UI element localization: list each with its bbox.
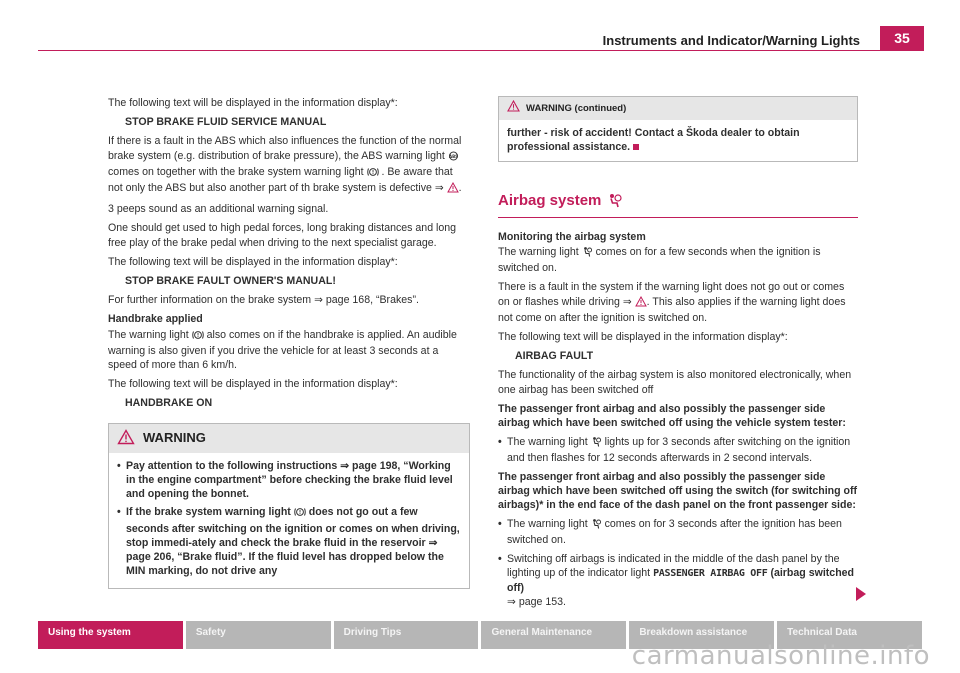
subheading: Monitoring the airbag system: [498, 230, 646, 243]
section-title-text: Airbag system: [498, 192, 602, 210]
text: The warning light: [507, 436, 588, 449]
text: [507, 517, 858, 547]
warning-triangle-icon: [447, 182, 459, 197]
list-item: [117, 459, 461, 502]
end-marker-icon: [633, 144, 639, 150]
left-column: [108, 96, 470, 589]
subheading: The passenger front airbag and also possibly the passenger side airbag which have been switched off using the vehicle system tester:: [498, 402, 846, 430]
paragraph: The following text will be displayed in the information display*:: [108, 97, 398, 109]
text: comes on for 3 seconds after the ignition has been switched on.: [507, 518, 842, 547]
brake-warning-icon: [192, 330, 204, 344]
warning-body: [109, 453, 469, 589]
subheading: The passenger front airbag and also possibly the passenger side airbag which have been switched off using the switch (for switching off airbags)* in the end face of the dash panel on the front passenger side:: [498, 470, 858, 512]
tab-driving-tips[interactable]: Driving Tips: [334, 621, 479, 649]
text: Pay attention to the following instructions ⇒ page 198, “Working in the engine compartment” before checking the brake fluid level and opening the bonnet.: [126, 459, 453, 501]
warning-triangle-icon: [507, 100, 520, 117]
text: lights up for 3 seconds after switching on the ignition and then flashes for 12 seconds afterwards in 2 second intervals.: [507, 436, 851, 465]
text: Switching off airbags is indicated in the middle of the dash panel by the lighting up of the indicator light: [507, 552, 840, 579]
airbag-warning-icon: [591, 436, 602, 451]
text: does not go out a few seconds after switching on the ignition or comes on when driving, stop immedi-ately and check the brake fluid in the reservoir ⇒ page 206, “Brake fluid”. If the fluid level has dropped below the MIN marking, do not drive any: [126, 506, 460, 578]
paragraph: The following text will be displayed in the information display*:: [108, 255, 398, 268]
brake-warning-icon: [294, 507, 306, 521]
list-item: [117, 505, 461, 578]
warning-header: [109, 424, 469, 453]
right-column: [498, 96, 858, 613]
page-header-title: Instruments and Indicator/Warning Lights: [602, 33, 860, 48]
paragraph: [108, 134, 470, 197]
display-message: STOP BRAKE FAULT OWNER'S MANUAL!: [125, 275, 336, 288]
text: If the brake system warning light: [126, 506, 291, 519]
text: comes on for a few seconds when the ignition is switched on.: [498, 246, 821, 275]
warning-triangle-icon: [117, 429, 135, 448]
display-message: HANDBRAKE ON: [125, 397, 213, 410]
tab-using-the-system[interactable]: Using the system: [38, 621, 183, 649]
warning-title: WARNING: [143, 430, 206, 446]
text: further - risk of accident! Contact a Škoda dealer to obtain professional assistance.: [507, 127, 800, 154]
header-divider: [38, 50, 924, 51]
paragraph: [498, 280, 858, 325]
paragraph: For further information on the brake system ⇒ page 168, “Brakes”.: [108, 294, 419, 307]
paragraph: [498, 245, 858, 275]
text: The warning light: [108, 328, 189, 341]
text: also comes on if the handbrake is applied. An audible warning is also given if you drive the vehicle for at least 3 seconds at a speed of more than 6 km/h.: [108, 328, 457, 372]
text: [126, 505, 461, 578]
page-reference: ⇒ page 153.: [507, 596, 566, 609]
text: .: [458, 182, 462, 195]
svg-text:!: !: [371, 169, 374, 176]
list-item: [498, 552, 858, 610]
airbag-warning-icon: [582, 246, 593, 261]
list-item: [498, 435, 858, 465]
display-message: STOP BRAKE FLUID SERVICE MANUAL: [125, 116, 327, 129]
warning-continued-header: [499, 97, 857, 120]
warning-continued-title: WARNING (continued): [526, 102, 627, 114]
section-title: [498, 192, 858, 218]
airbag-icon: [607, 192, 623, 211]
svg-text:!: !: [298, 510, 301, 517]
paragraph: The following text will be displayed in the information display*:: [498, 331, 788, 344]
text: [507, 435, 858, 465]
svg-text:ABS: ABS: [448, 153, 458, 159]
bullet-icon: •: [498, 518, 502, 531]
tab-breakdown-assistance[interactable]: Breakdown assistance: [629, 621, 774, 649]
warning-box: [108, 423, 470, 590]
bullet-icon: •: [117, 506, 121, 519]
warning-continued-box: [498, 96, 858, 162]
passenger-airbag-off-label: PASSENGER AIRBAG OFF: [653, 567, 768, 579]
text: . Be aware that not only the ABS but also another part of th brake system is defective ⇒: [108, 165, 453, 195]
warning-continued-body: [499, 120, 857, 160]
brake-warning-icon: [367, 167, 379, 181]
tab-general-maintenance[interactable]: General Maintenance: [481, 621, 626, 649]
text: There is a fault in the system if the warning light does not go out or comes on or flashes while driving ⇒: [498, 281, 845, 308]
subheading: Handbrake applied: [108, 313, 203, 326]
text: [507, 552, 858, 610]
tab-technical-data[interactable]: Technical Data: [777, 621, 922, 649]
airbag-warning-icon: [591, 518, 602, 533]
text: (airbag switched off): [507, 566, 855, 595]
paragraph: 3 peeps sound as an additional warning signal.: [108, 203, 329, 216]
paragraph: [108, 328, 470, 373]
bullet-icon: •: [117, 459, 121, 472]
text: If there is a fault in the ABS which also influences the function of the normal brake system (e.g. distribution of brake pressure), the ABS warning light: [108, 135, 462, 162]
warning-triangle-icon: [635, 296, 647, 311]
list-item: [498, 517, 858, 547]
page-number: 35: [880, 26, 924, 50]
abs-warning-icon: [448, 151, 459, 165]
text: The warning light: [498, 246, 579, 259]
watermark: carmanualsonline.info: [631, 641, 930, 671]
text: The warning light: [507, 518, 588, 531]
display-message: AIRBAG FAULT: [515, 350, 594, 363]
text: . This also applies if the warning light does not come on after the ignition is switched on.: [498, 295, 846, 324]
tab-safety[interactable]: Safety: [186, 621, 331, 649]
bullet-icon: •: [498, 552, 502, 565]
paragraph: One should get used to high pedal forces, long braking distances and long free play of the brake pedal when driving to the next specialist garage.: [108, 222, 457, 249]
paragraph: The following text will be displayed in the information display*:: [108, 378, 398, 391]
svg-text:!: !: [196, 332, 199, 339]
next-page-arrow-icon[interactable]: [856, 587, 866, 601]
paragraph: The functionality of the airbag system is also monitored electronically, when one airbag has been switched off: [498, 369, 852, 396]
bullet-icon: •: [498, 436, 502, 449]
text: comes on together with the brake system warning light: [108, 165, 364, 178]
